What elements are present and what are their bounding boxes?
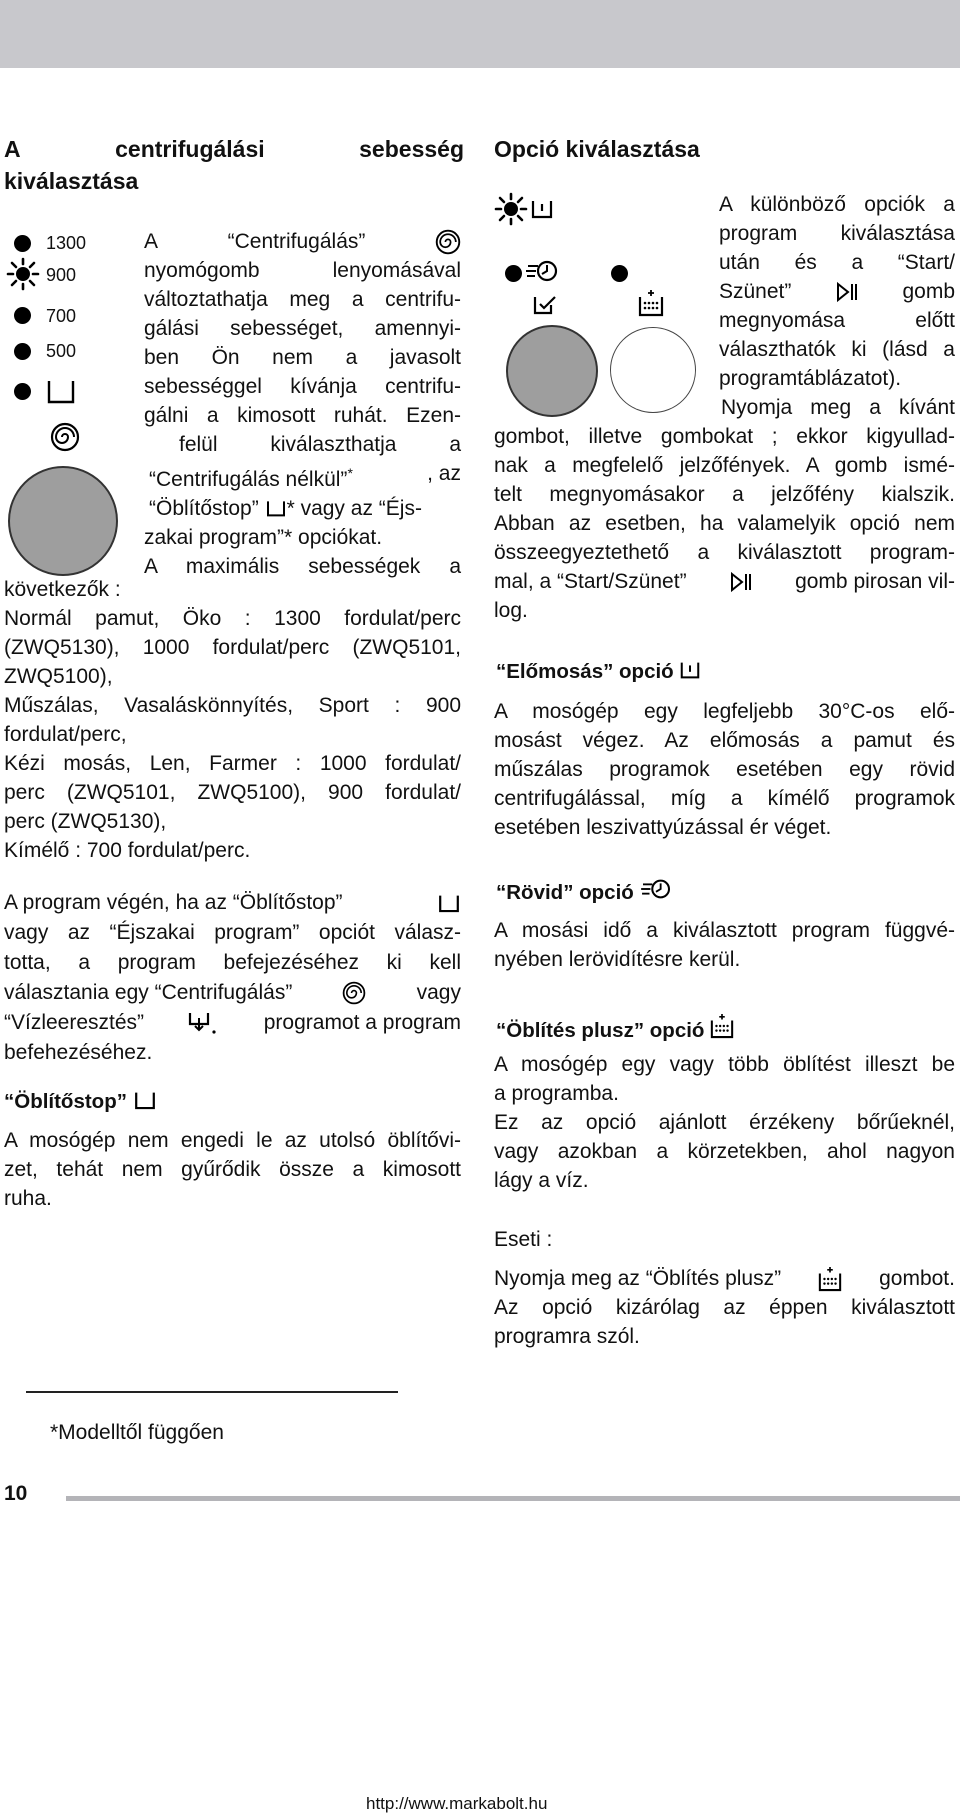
text-line: Az opció kizárólag az éppen kiválasztott xyxy=(494,1296,955,1319)
speed-label: 900 xyxy=(46,265,77,285)
extra-rinse-icon xyxy=(818,1265,842,1293)
text-line: befehezéséhez. xyxy=(4,1041,153,1064)
speed-indicator-dot xyxy=(14,307,31,324)
option-intro-full xyxy=(494,422,955,625)
speed-indicator-dot xyxy=(14,383,31,400)
text-line: ben Ön nem a javasolt xyxy=(144,346,461,369)
drain-icon xyxy=(187,1010,221,1036)
extra-rinse-heading xyxy=(496,1012,734,1045)
text-line: programra szól. xyxy=(494,1325,640,1348)
text-line: A mosógép nem engedi le az utolsó öblítővi- xyxy=(4,1129,461,1152)
subheading-text: “Rövid” opció xyxy=(496,881,634,904)
text-fragment: gomb pirosan vil- xyxy=(795,570,955,593)
text-fragment: “Centrifugálás nélkül” xyxy=(149,468,348,491)
extra-rinse-description xyxy=(494,1050,955,1195)
quick-icon xyxy=(526,257,558,285)
text-line: telt megnyomásakor a jelzőfény kialszik. xyxy=(494,483,955,506)
text-fragment: , az xyxy=(427,462,461,485)
page-number: 10 xyxy=(4,1482,28,1505)
subheading-text: “Öblítés plusz” opció xyxy=(496,1019,705,1042)
text-line: választhatók ki (lásd a xyxy=(719,338,955,361)
text-line: programtáblázatot). xyxy=(719,367,902,390)
rinse-hold-icon xyxy=(265,498,287,518)
text-line xyxy=(719,277,955,306)
title-word: sebesség xyxy=(359,136,464,162)
subheading-text: “Előmosás” opció xyxy=(496,660,674,683)
active-light-icon xyxy=(6,257,40,291)
text-line: a programba. xyxy=(494,1082,619,1105)
text-line xyxy=(144,494,461,523)
option-indicator-dot xyxy=(611,265,628,282)
left-section-title xyxy=(4,133,464,197)
text-line: után és a “Start/ xyxy=(719,251,955,274)
text-line: változtathatja meg a centrifu- xyxy=(144,288,461,311)
text-line: esetében leszivattyúzással ér véget. xyxy=(494,816,832,839)
text-line xyxy=(144,459,461,494)
prewash-heading xyxy=(496,658,701,686)
option-knob-light xyxy=(610,327,696,413)
top-header-bar xyxy=(0,0,960,68)
footnote-rule xyxy=(26,1391,398,1393)
check-icon xyxy=(532,293,558,317)
text-line xyxy=(494,1264,955,1293)
text-fragment: Szünet” xyxy=(719,280,792,303)
spin-icon xyxy=(50,422,80,452)
title-line-2: kiválasztása xyxy=(4,168,139,194)
text-fragment: gombot. xyxy=(879,1267,955,1290)
quick-icon xyxy=(640,876,672,902)
text-line: Kézi mosás, Len, Farmer : 1000 fordulat/ xyxy=(4,752,461,775)
text-line xyxy=(4,1008,461,1038)
speed-indicator-dot xyxy=(14,235,31,252)
active-light-icon xyxy=(494,192,528,226)
right-section-title: Opció kiválasztása xyxy=(494,136,700,162)
text-line: Ez az opció ajánlott érzékeny bőrűeknél, xyxy=(494,1111,955,1134)
spin-speed-panel xyxy=(0,225,125,525)
text-line: A mosási idő a kiválasztott program függvé- xyxy=(494,919,955,942)
option-indicator-dot xyxy=(505,265,522,282)
extra-rinse-instructions xyxy=(494,1264,955,1351)
text-line: vagy az “Éjszakai program” opciót válasz- xyxy=(4,921,461,944)
text-line: mosást végez. Az előmosás a pamut és xyxy=(494,729,955,752)
text-line: Abban az esetben, ha valamelyik opció nem xyxy=(494,512,955,535)
text-line xyxy=(4,978,461,1008)
program-end-paragraph xyxy=(4,888,461,1068)
speed-label: 700 xyxy=(46,306,77,326)
rinse-hold-icon xyxy=(46,376,76,406)
text-line: nak a megfelelő jelzőfények. A gomb ismé- xyxy=(494,454,955,477)
spin-speed-intro xyxy=(144,227,461,581)
text-fragment: “Vízleeresztés” xyxy=(4,1011,145,1034)
text-line: Normál pamut, Öko : 1300 fordulat/perc xyxy=(4,607,461,630)
text-fragment: választania egy “Centrifugálás” xyxy=(4,981,293,1004)
text-line: felül kiválaszthatja a xyxy=(179,433,461,456)
text-line: A mosógép egy vagy több öblítést illeszt be xyxy=(494,1053,955,1076)
text-line: megnyomása előtt xyxy=(719,309,955,332)
text-line: műszálas programok esetében egy rövid xyxy=(494,758,955,781)
quick-description xyxy=(494,916,955,974)
footer-url[interactable]: http://www.markabolt.hu xyxy=(366,1794,548,1813)
text-fragment: “Centrifugálás” xyxy=(227,230,366,253)
rinse-hold-icon xyxy=(437,892,461,914)
text-line: zet, tehát nem gyűrődik össze a kimosott xyxy=(4,1158,461,1181)
spin-icon xyxy=(342,981,366,1005)
spin-speed-knob xyxy=(8,466,118,576)
speed-label: 500 xyxy=(46,341,77,361)
text-line: program kiválasztása xyxy=(719,222,955,245)
text-line xyxy=(494,567,955,596)
text-line: következők : xyxy=(4,578,121,601)
text-line: gálni a kimosott ruhát. Ezen- xyxy=(144,404,461,427)
extra-rinse-icon xyxy=(638,289,664,317)
option-knob-dark xyxy=(506,325,598,417)
start-pause-icon xyxy=(729,571,753,593)
subheading-text: “Öblítőstop” xyxy=(4,1090,127,1113)
quick-heading xyxy=(496,876,672,907)
text-fragment: * vagy az “Éjs- xyxy=(286,497,422,520)
text-line: fordulat/perc, xyxy=(4,723,127,746)
text-line: (ZWQ5130), 1000 fordulat/perc (ZWQ5101, xyxy=(4,636,461,659)
start-pause-icon xyxy=(835,281,859,303)
text-fragment: programot a program xyxy=(263,1011,461,1034)
speed-label: 1300 xyxy=(46,233,87,253)
text-line: nyomógomb lenyomásával xyxy=(144,259,461,282)
text-line: sebességgel kívánja centrifu- xyxy=(144,375,461,398)
text-line: gálási sebességet, amennyi- xyxy=(144,317,461,340)
title-word: centrifugálási xyxy=(115,136,265,162)
text-line: gombot, illetve gombokat ; ekkor kigyullad- xyxy=(494,425,955,448)
option-intro-beside xyxy=(719,190,955,422)
text-fragment: Nyomja meg az “Öblítés plusz” xyxy=(494,1267,782,1290)
rinse-hold-heading xyxy=(4,1088,157,1116)
text-line: totta, a program befejezéséhez ki kell xyxy=(4,951,461,974)
text-line: ZWQ5100), xyxy=(4,665,113,688)
text-fragment xyxy=(149,459,353,494)
text-line: vagy azokban a körzetekben, ahol nagyon xyxy=(494,1140,955,1163)
text-fragment: mal, a “Start/Szünet” xyxy=(494,570,687,593)
text-line: A mosógép egy legfeljebb 30°C-os elő- xyxy=(494,700,955,723)
text-line: összeegyeztethető a kiválasztott program- xyxy=(494,541,955,564)
text-line: Nyomja meg a kívánt xyxy=(721,396,955,419)
text-fragment: A xyxy=(144,230,159,253)
text-line: centrifugálással, míg a kímélő programok xyxy=(494,787,955,810)
extra-rinse-icon xyxy=(710,1012,734,1040)
rinse-hold-description xyxy=(4,1126,461,1213)
option-panel xyxy=(494,185,710,415)
text-line: lágy a víz. xyxy=(494,1169,589,1192)
text-fragment: “Öblítőstop” xyxy=(149,497,259,520)
text-line: A különböző opciók a xyxy=(719,193,955,216)
case-label: Eseti : xyxy=(494,1228,553,1251)
text-line: log. xyxy=(494,599,528,622)
text-fragment: gomb xyxy=(902,280,955,303)
text-line: Műszálas, Vasaláskönnyítés, Sport : 900 xyxy=(4,694,461,717)
rinse-hold-icon xyxy=(133,1089,157,1111)
speed-indicator-dot xyxy=(14,343,31,360)
spin-icon xyxy=(435,229,461,255)
footer-rule xyxy=(66,1496,960,1501)
text-line: A maximális sebességek a xyxy=(144,555,461,578)
prewash-icon xyxy=(679,659,701,681)
text-line: Kímélő : 700 fordulat/perc. xyxy=(4,839,251,862)
text-fragment: vagy xyxy=(416,981,461,1004)
text-line: zakai program”* opciókat. xyxy=(144,526,383,549)
prewash-icon xyxy=(530,197,554,221)
title-word: A xyxy=(4,136,21,162)
text-line: perc (ZWQ5101, ZWQ5100), 900 fordulat/ xyxy=(4,781,461,804)
text-line xyxy=(4,888,461,918)
max-speeds-list xyxy=(4,575,461,865)
prewash-description xyxy=(494,697,955,842)
footnote-text: *Modelltől függően xyxy=(50,1421,224,1444)
footnote-marker: * xyxy=(347,465,353,481)
text-line: ruha. xyxy=(4,1187,52,1210)
text-line: perc (ZWQ5130), xyxy=(4,810,167,833)
text-fragment: A program végén, ha az “Öblítőstop” xyxy=(4,891,343,914)
text-line: nyében lerövidítésre kerül. xyxy=(494,948,741,971)
